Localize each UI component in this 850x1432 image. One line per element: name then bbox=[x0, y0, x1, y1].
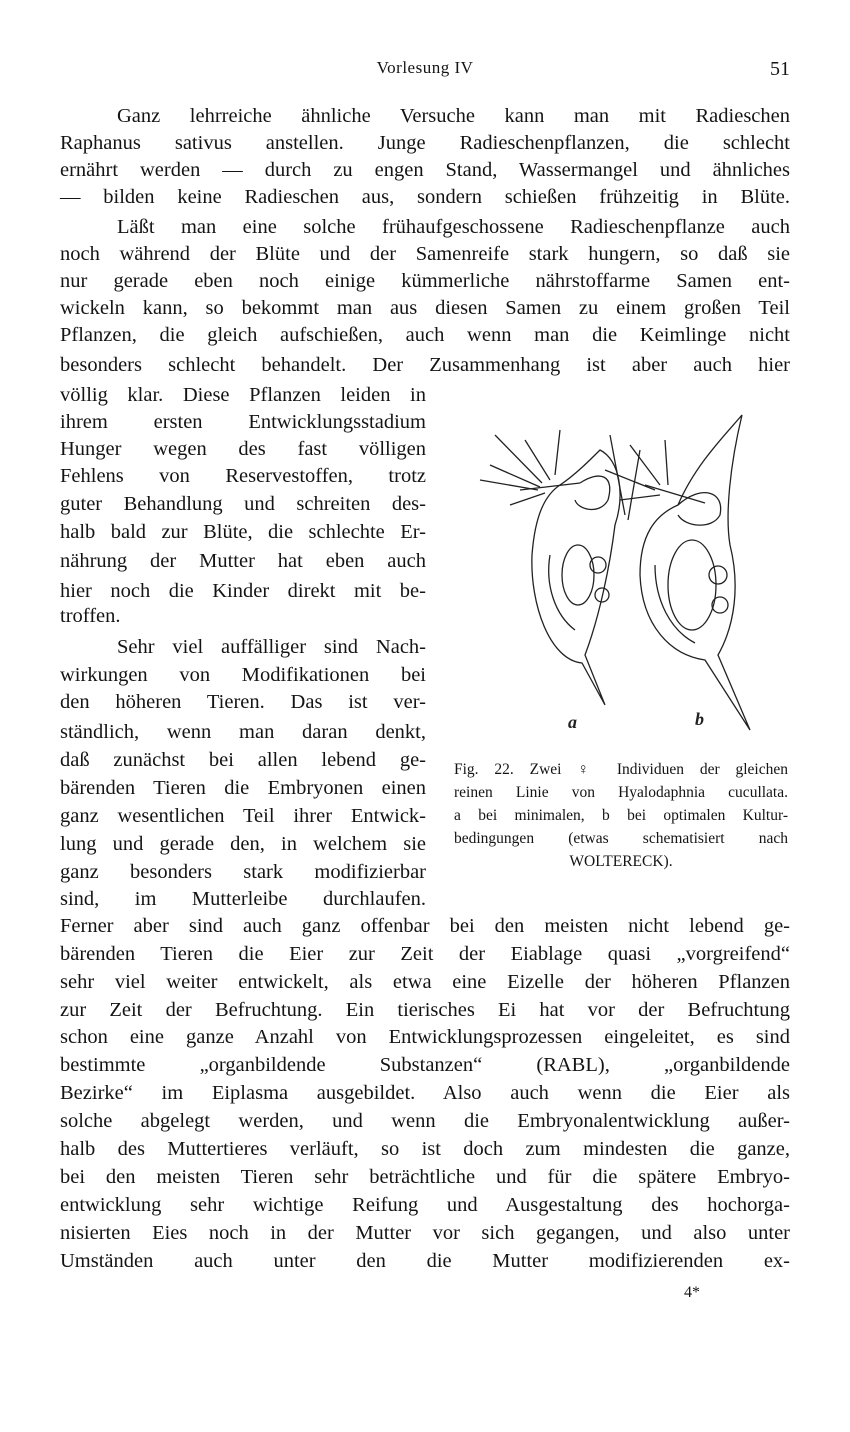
text-line: lung und gerade den, in welchem sie bbox=[60, 833, 426, 855]
page-number: 51 bbox=[770, 58, 790, 80]
text-line: halb bald zur Blüte, die schlechte Er- bbox=[60, 521, 426, 543]
text-line: halb des Muttertieres verläuft, so ist doch zum mindesten die ganze, bbox=[60, 1138, 790, 1160]
caption-line: bedingungen (etwas schematisiert nach bbox=[454, 830, 788, 847]
text-line: Umständen auch unter den die Mutter modifizierenden ex- bbox=[60, 1250, 790, 1272]
text-line: troffen. bbox=[60, 605, 121, 627]
text-line: ganz wesentlichen Teil ihrer Entwick- bbox=[60, 805, 426, 827]
caption-line: WOLTERECK). bbox=[569, 853, 673, 870]
text-line: hier noch die Kinder direkt mit be- bbox=[60, 580, 426, 602]
text-line: besonders schlecht behandelt. Der Zusammenhang ist aber auch hier bbox=[60, 354, 790, 376]
text-line: solche abgelegt werden, und wenn die Embryonalentwicklung außer- bbox=[60, 1110, 790, 1132]
text-line: ernährt werden — durch zu engen Stand, Wassermangel und ähnliches bbox=[60, 159, 790, 181]
text-line: Bezirke“ im Eiplasma ausgebildet. Also auch wenn die Eier als bbox=[60, 1082, 790, 1104]
text-line: Ganz lehrreiche ähnliche Versuche kann man mit Radieschen bbox=[117, 105, 790, 127]
text-line: wickeln kann, so bekommt man aus diesen Samen zu einem großen Teil bbox=[60, 297, 790, 319]
text-line: schon eine ganze Anzahl von Entwicklungsprozessen eingeleitet, es sind bbox=[60, 1026, 790, 1048]
figure-caption bbox=[454, 758, 788, 873]
text-line: guter Behandlung und schreiten des- bbox=[60, 493, 426, 515]
daphnia-b-illustration bbox=[605, 415, 750, 730]
caption-line: Fig. 22. Zwei ♀ Individuen der gleichen bbox=[454, 761, 788, 778]
caption-line: a bei minimalen, b bei optimalen Kultur- bbox=[454, 807, 788, 824]
page-header bbox=[60, 58, 790, 82]
daphnia-figure bbox=[450, 405, 795, 745]
text-line: daß zunächst bei allen lebend ge- bbox=[60, 749, 426, 771]
text-line: bestimmte „organbildende Substanzen“ (RABL), „organbildende bbox=[60, 1054, 790, 1076]
text-line: entwicklung sehr wichtige Reifung und Ausgestaltung des hochorga- bbox=[60, 1194, 790, 1216]
text-line: zur Zeit der Befruchtung. Ein tierisches Ei hat vor der Befruchtung bbox=[60, 999, 790, 1021]
text-line: wirkungen von Modifikationen bei bbox=[60, 664, 426, 686]
text-line: nisierten Eies noch in der Mutter vor sich gegangen, und also unter bbox=[60, 1222, 790, 1244]
text-line: bei den meisten Tieren sehr beträchtliche und für die spätere Embryo- bbox=[60, 1166, 790, 1188]
text-line: völlig klar. Diese Pflanzen leiden in bbox=[60, 384, 426, 406]
caption-line: reinen Linie von Hyalodaphnia cucullata. bbox=[454, 784, 788, 801]
text-line: Sehr viel auffälliger sind Nach- bbox=[117, 636, 426, 658]
text-line: Hunger wegen des fast völligen bbox=[60, 438, 426, 460]
text-line: den höheren Tieren. Das ist ver- bbox=[60, 691, 426, 713]
text-line: — bilden keine Radieschen aus, sondern schießen frühzeitig in Blüte. bbox=[60, 186, 790, 208]
text-line: Raphanus sativus anstellen. Junge Radieschenpflanzen, die schlecht bbox=[60, 132, 790, 154]
text-line: Läßt man eine solche frühaufgeschossene Radieschenpflanze auch bbox=[117, 216, 790, 238]
text-line: Fehlens von Reservestoffen, trotz bbox=[60, 465, 426, 487]
daphnia-a-illustration bbox=[480, 430, 640, 705]
text-line: nährung der Mutter hat eben auch bbox=[60, 550, 426, 572]
text-line: Pflanzen, die gleich aufschießen, auch wenn man die Keimlinge nicht bbox=[60, 324, 790, 346]
text-line: noch während der Blüte und der Samenreife stark hungern, so daß sie bbox=[60, 243, 790, 265]
figure-label-a: a bbox=[568, 712, 577, 732]
figure-label-b: b bbox=[695, 709, 704, 729]
text-line: sehr viel weiter entwickelt, als etwa eine Eizelle der höheren Pflanzen bbox=[60, 971, 790, 993]
text-line: ganz besonders stark modifizierbar bbox=[60, 861, 426, 883]
text-line: Ferner aber sind auch ganz offenbar bei den meisten nicht lebend ge- bbox=[60, 915, 790, 937]
running-head: Vorlesung IV bbox=[376, 58, 474, 77]
text-line: bärenden Tieren die Eier zur Zeit der Eiablage quasi „vorgreifend“ bbox=[60, 943, 790, 965]
text-line: bärenden Tieren die Embryonen einen bbox=[60, 777, 426, 799]
text-line: ständlich, wenn man daran denkt, bbox=[60, 721, 426, 743]
text-line: nur gerade eben noch einige kümmerliche nährstoffarme Samen ent- bbox=[60, 270, 790, 292]
text-line: sind, im Mutterleibe durchlaufen. bbox=[60, 888, 426, 910]
signature-mark: 4* bbox=[684, 1284, 700, 1301]
text-line: ihrem ersten Entwicklungsstadium bbox=[60, 411, 426, 433]
